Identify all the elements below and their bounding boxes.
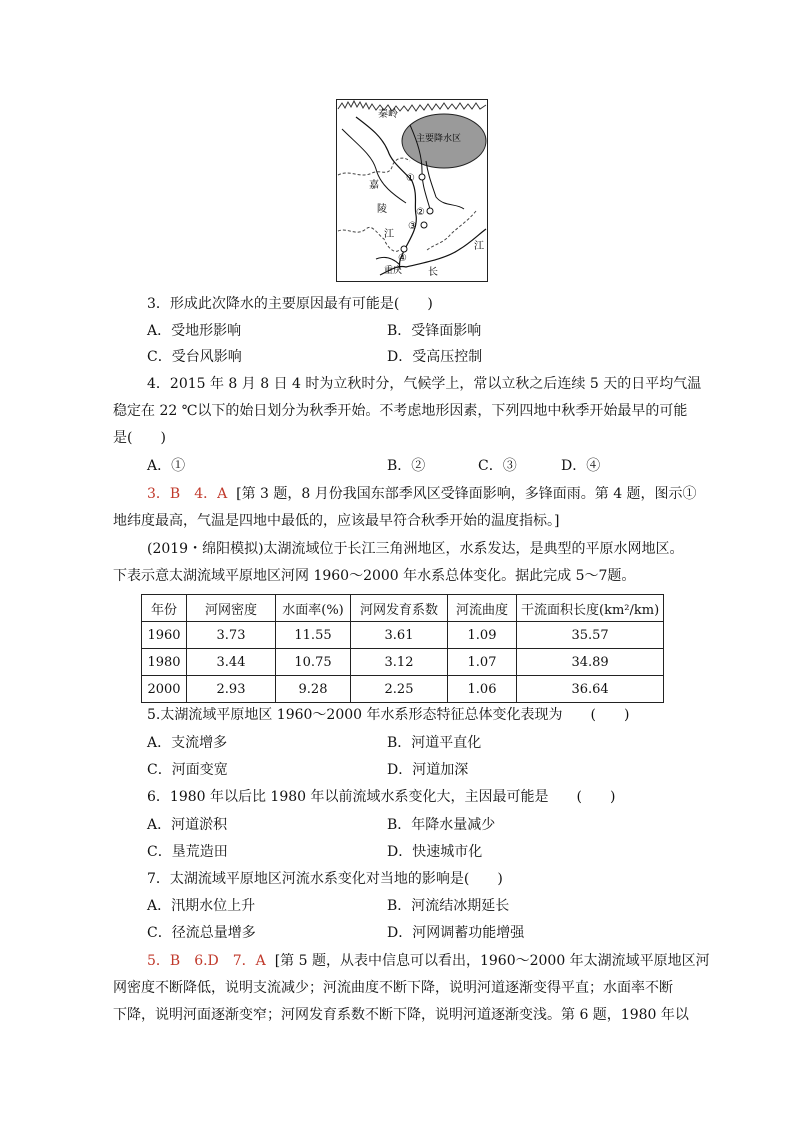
table-header: 干流面积长度(km²/km)	[517, 595, 664, 622]
q3-stem: 3．形成此次降水的主要原因最有可能是( )	[147, 296, 433, 312]
q4-option-d: D．④	[561, 458, 601, 474]
table-header-row	[142, 595, 664, 622]
answer-text: [第 5 题，从表中信息可以看出，1960～2000 年太湖流域平原地区河	[274, 953, 710, 969]
table-row	[142, 622, 664, 649]
table-row	[142, 649, 664, 676]
table-header: 年份	[142, 595, 187, 622]
q3-option-d: D．受高压控制	[387, 349, 483, 365]
table-header: 河网密度	[187, 595, 276, 622]
q4-option-c: C．③	[478, 458, 517, 474]
q4-stem-line3: 是( )	[113, 430, 166, 446]
station-3	[421, 222, 427, 228]
map-label-s1: ①	[406, 173, 415, 184]
intro-line2: 下表示意太湖流域平原地区河网 1960～2000 年水系总体变化。据此完成 5～7题。	[113, 568, 636, 584]
intro-line1: (2019・绵阳模拟)太湖流域位于长江三角洲地区，水系发达，是典型的平原水网地区。	[147, 541, 684, 557]
table-cell: 2.25	[351, 676, 448, 703]
map-label-jia: 嘉	[369, 180, 379, 191]
table-cell: 10.75	[276, 649, 351, 676]
q6-option-c: C．垦荒造田	[147, 844, 228, 860]
table-row	[142, 676, 664, 703]
table-cell: 34.89	[517, 649, 664, 676]
q6-option-a: A．河道淤积	[147, 817, 228, 833]
q3-option-a: A．受地形影响	[147, 323, 242, 339]
table-header: 水面率(%)	[276, 595, 351, 622]
table-cell: 2.93	[187, 676, 276, 703]
answer-5-7-line2: 网密度不断降低，说明支流减少；河流曲度不断下降，说明河道逐渐变得平直；水面率不断	[113, 980, 673, 996]
map-label-s3: ③	[408, 221, 417, 232]
answer-3-4-line2: 地纬度最高，气温是四地中最低的，应该最早符合秋季开始的温度指标。]	[113, 513, 560, 529]
q3-option-c: C．受台风影响	[147, 349, 242, 365]
map-label-chongqing: 重庆	[384, 266, 403, 276]
table-cell: 11.55	[276, 622, 351, 649]
q6-stem: 6．1980 年以后比 1980 年以前流域水系变化大，主因最可能是 ( )	[147, 789, 616, 805]
map-label-ling: 陵	[377, 204, 387, 215]
station-4	[401, 246, 407, 252]
table-cell: 1960	[142, 622, 187, 649]
table-cell: 2000	[142, 676, 187, 703]
q6-option-d: D．快速城市化	[387, 844, 483, 860]
answer-3-4-line1	[147, 484, 697, 504]
q5-option-a: A．支流增多	[147, 735, 228, 751]
answer-keys: 3．B 4．A	[147, 486, 228, 502]
table-cell: 3.12	[351, 649, 448, 676]
q4-stem-line1: 4．2015 年 8 月 8 日 4 时为立秋时分，气候学上，常以立秋之后连续 5 天的日平均气温	[147, 376, 702, 392]
map-label-jiang2: 江	[474, 241, 484, 252]
q5-option-d: D．河道加深	[387, 762, 469, 778]
table-header: 河流曲度	[448, 595, 517, 622]
answer-5-7-line3: 下降，说明河面逐渐变窄；河网发育系数不断下降，说明河道逐渐变浅。第 6 题，1980 年以	[113, 1007, 689, 1023]
answer-keys: 5．B 6.D 7．A	[147, 953, 266, 969]
station-2	[427, 208, 433, 214]
table-cell: 35.57	[517, 622, 664, 649]
table-cell: 9.28	[276, 676, 351, 703]
table-cell: 3.44	[187, 649, 276, 676]
data-table	[141, 594, 664, 703]
station-1	[419, 174, 425, 180]
q3-option-b: B．受锋面影响	[387, 323, 482, 339]
map-label-chang: 长	[428, 267, 438, 278]
q7-option-b: B．河流结冰期延长	[387, 898, 510, 914]
map-label-s2: ②	[416, 207, 425, 218]
map-label-s4: ④	[398, 253, 407, 264]
q7-option-a: A．汛期水位上升	[147, 898, 256, 914]
map-figure	[336, 99, 488, 282]
q4-option-a: A．①	[147, 458, 186, 474]
answer-5-7-line1	[147, 951, 710, 971]
table-header: 河网发育系数	[351, 595, 448, 622]
q6-option-b: B．年降水量减少	[387, 817, 496, 833]
table-cell: 1.09	[448, 622, 517, 649]
q7-stem: 7．太湖流域平原地区河流水系变化对当地的影响是( )	[147, 871, 503, 887]
map-label-qinling: 秦岭	[378, 109, 398, 120]
table-cell: 3.73	[187, 622, 276, 649]
table-cell: 1.06	[448, 676, 517, 703]
q7-option-c: C．径流总量增多	[147, 925, 256, 941]
table-cell: 3.61	[351, 622, 448, 649]
q7-option-d: D．河网调蓄功能增强	[387, 925, 525, 941]
table-cell: 1.07	[448, 649, 517, 676]
table-cell: 36.64	[517, 676, 664, 703]
q5-stem: 5.太湖流域平原地区 1960～2000 年水系形态特征总体变化表现为 ( )	[147, 707, 630, 723]
q5-option-b: B．河道平直化	[387, 735, 482, 751]
map-label-jiang1: 江	[384, 229, 394, 240]
q5-option-c: C．河面变宽	[147, 762, 228, 778]
q4-option-b: B．②	[387, 458, 426, 474]
answer-text: [第 3 题，8 月份我国东部季风区受锋面影响，多锋面雨。第 4 题，图示①	[236, 486, 697, 502]
q4-stem-line2: 稳定在 22 ℃以下的始日划分为秋季开始。不考虑地形因素，下列四地中秋季开始最早的可能	[113, 403, 688, 419]
map-label-rain: 主要降水区	[416, 134, 462, 144]
table-cell: 1980	[142, 649, 187, 676]
